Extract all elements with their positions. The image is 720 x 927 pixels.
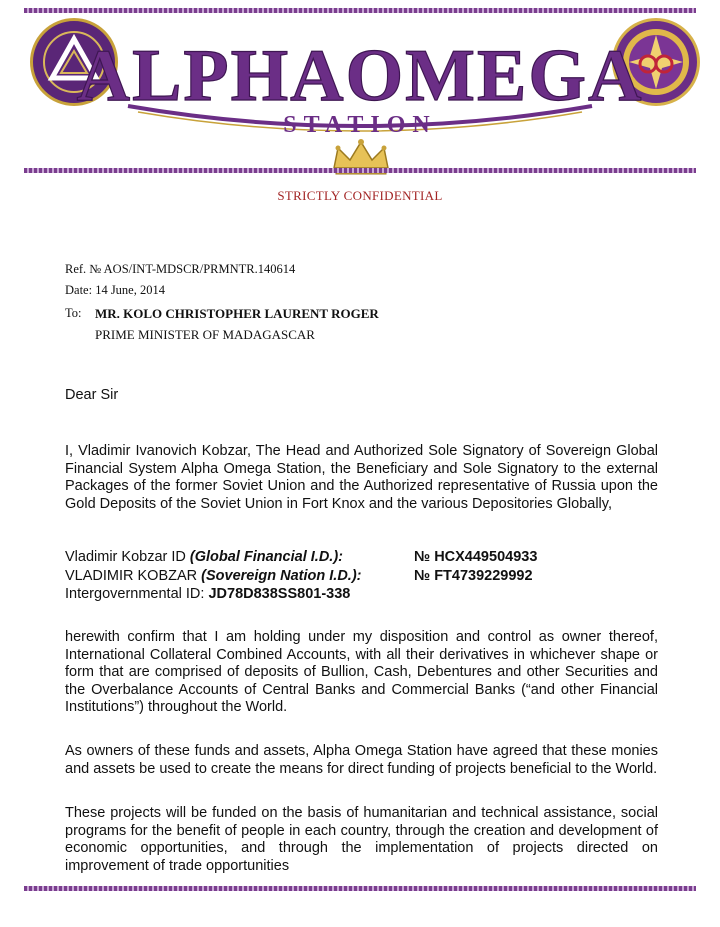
- intro-paragraph: I, Vladimir Ivanovich Kobzar, The Head and Authorized Sole Signatory of Sovereign Global Financial System Alpha Omega Station, the Beneficiary and Sole Signatory to the external Packages of the former Soviet Union and the Authorized representative of Russia upon the Gold Deposits of the Soviet Union in Fort Knox and the various Depositories Globally,: [65, 443, 658, 512]
- recipient-title: PRIME MINISTER OF MADAGASCAR: [95, 327, 315, 342]
- body-paragraph-1: herewith confirm that I am holding under my disposition and control as owner thereof, International Collateral Combined Accounts, with all their derivatives in whichever shape or form that are comprised of deposits of Bullion, Cash, Debentures and other Securities and the Overbalance Accounts of Central Banks and Commercial Banks (“and other Financial Institutions”) throughout the World.: [65, 629, 658, 716]
- id-row-label: VLADIMIR KOBZAR: [65, 568, 202, 584]
- letter-date: Date: 14 June, 2014: [65, 283, 165, 297]
- intergovernmental-id-row: [65, 586, 350, 602]
- salutation: Dear Sir: [65, 387, 119, 403]
- id-row-number: № FT4739229992: [414, 568, 533, 584]
- body-paragraph-2: As owners of these funds and assets, Alpha Omega Station have agreed that these monies and assets be used to create the means for direct funding of projects beneficial to the World.: [65, 743, 658, 777]
- body-paragraph-3: These projects will be funded on the basis of humanitarian and technical assistance, social programs for the benefit of people in each country, through the creation and development of economic opportunities, and through the implementation of projects directed on improvement of trade opportunities: [65, 805, 658, 874]
- top-border: [24, 8, 696, 13]
- logo-sub-text: STATION: [283, 112, 437, 138]
- id-row-qualifier: (Sovereign Nation I.D.):: [201, 568, 362, 584]
- alphaomega-logo: [76, 20, 644, 140]
- logo-main-text: ALPHAOMEGA: [76, 35, 644, 117]
- header-divider: [24, 168, 696, 173]
- reference-number: Ref. № AOS/INT-MDSCR/PRMNTR.140614: [65, 262, 296, 276]
- sovereign-nation-id-row: [65, 568, 533, 584]
- recipient-name: MR. KOLO CHRISTOPHER LAURENT ROGER: [95, 306, 379, 321]
- footer-border: [24, 886, 696, 891]
- id-row-label: Vladimir Kobzar ID: [65, 549, 190, 565]
- id-row-label: Intergovernmental ID:: [65, 586, 209, 602]
- id-row-number: JD78D838SS801-338: [208, 586, 351, 602]
- confidential-label: STRICTLY CONFIDENTIAL: [277, 188, 443, 203]
- to-label: To:: [65, 306, 82, 320]
- id-row-number: № HCX449504933: [414, 549, 538, 565]
- id-row-qualifier: (Global Financial I.D.):: [189, 549, 343, 565]
- global-financial-id-row: [65, 549, 538, 565]
